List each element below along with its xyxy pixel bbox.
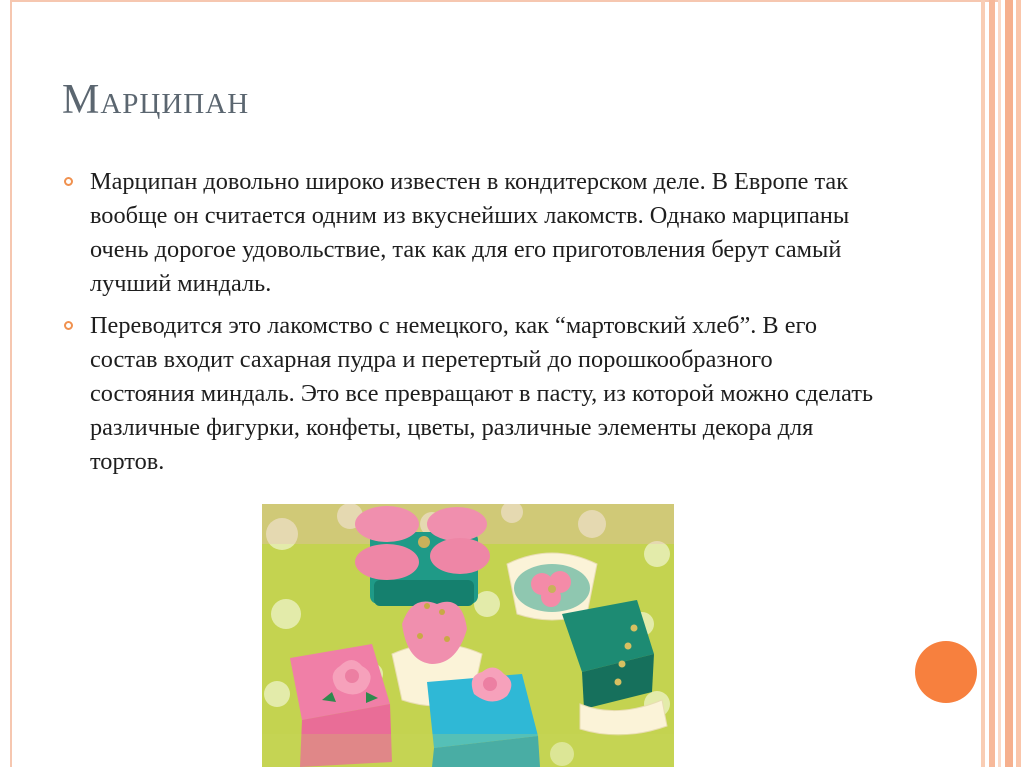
bullet-list [64, 165, 874, 487]
bullet-text: Переводится это лакомство с немецкого, как “мартовский хлеб”. В его состав входит сахарная пудра и перетертый до порошкообразного состояния миндаль. Это все превращают в пасту, из которой можно сделать различные фигурки, конфеты, цветы, различные элементы декора для тортов. [90, 312, 874, 475]
orange-circle-decoration [915, 641, 977, 703]
frame-top-line [10, 0, 1000, 2]
bullet-text: Марципан довольно широко известен в кондитерском деле. В Европе так вообще он считается одним из вкуснейших лакомств. Однако марципаны очень дорогое удовольствие, так как для его приготовления берут самый лучший миндаль. [90, 168, 850, 297]
slide-title: Марципан [62, 77, 250, 123]
circle-bullet-icon [64, 321, 73, 330]
frame-left-line [10, 0, 12, 767]
bullet-item [64, 165, 874, 301]
circle-bullet-icon [64, 177, 73, 186]
marzipan-photo [262, 504, 674, 767]
bullet-item [64, 309, 874, 479]
